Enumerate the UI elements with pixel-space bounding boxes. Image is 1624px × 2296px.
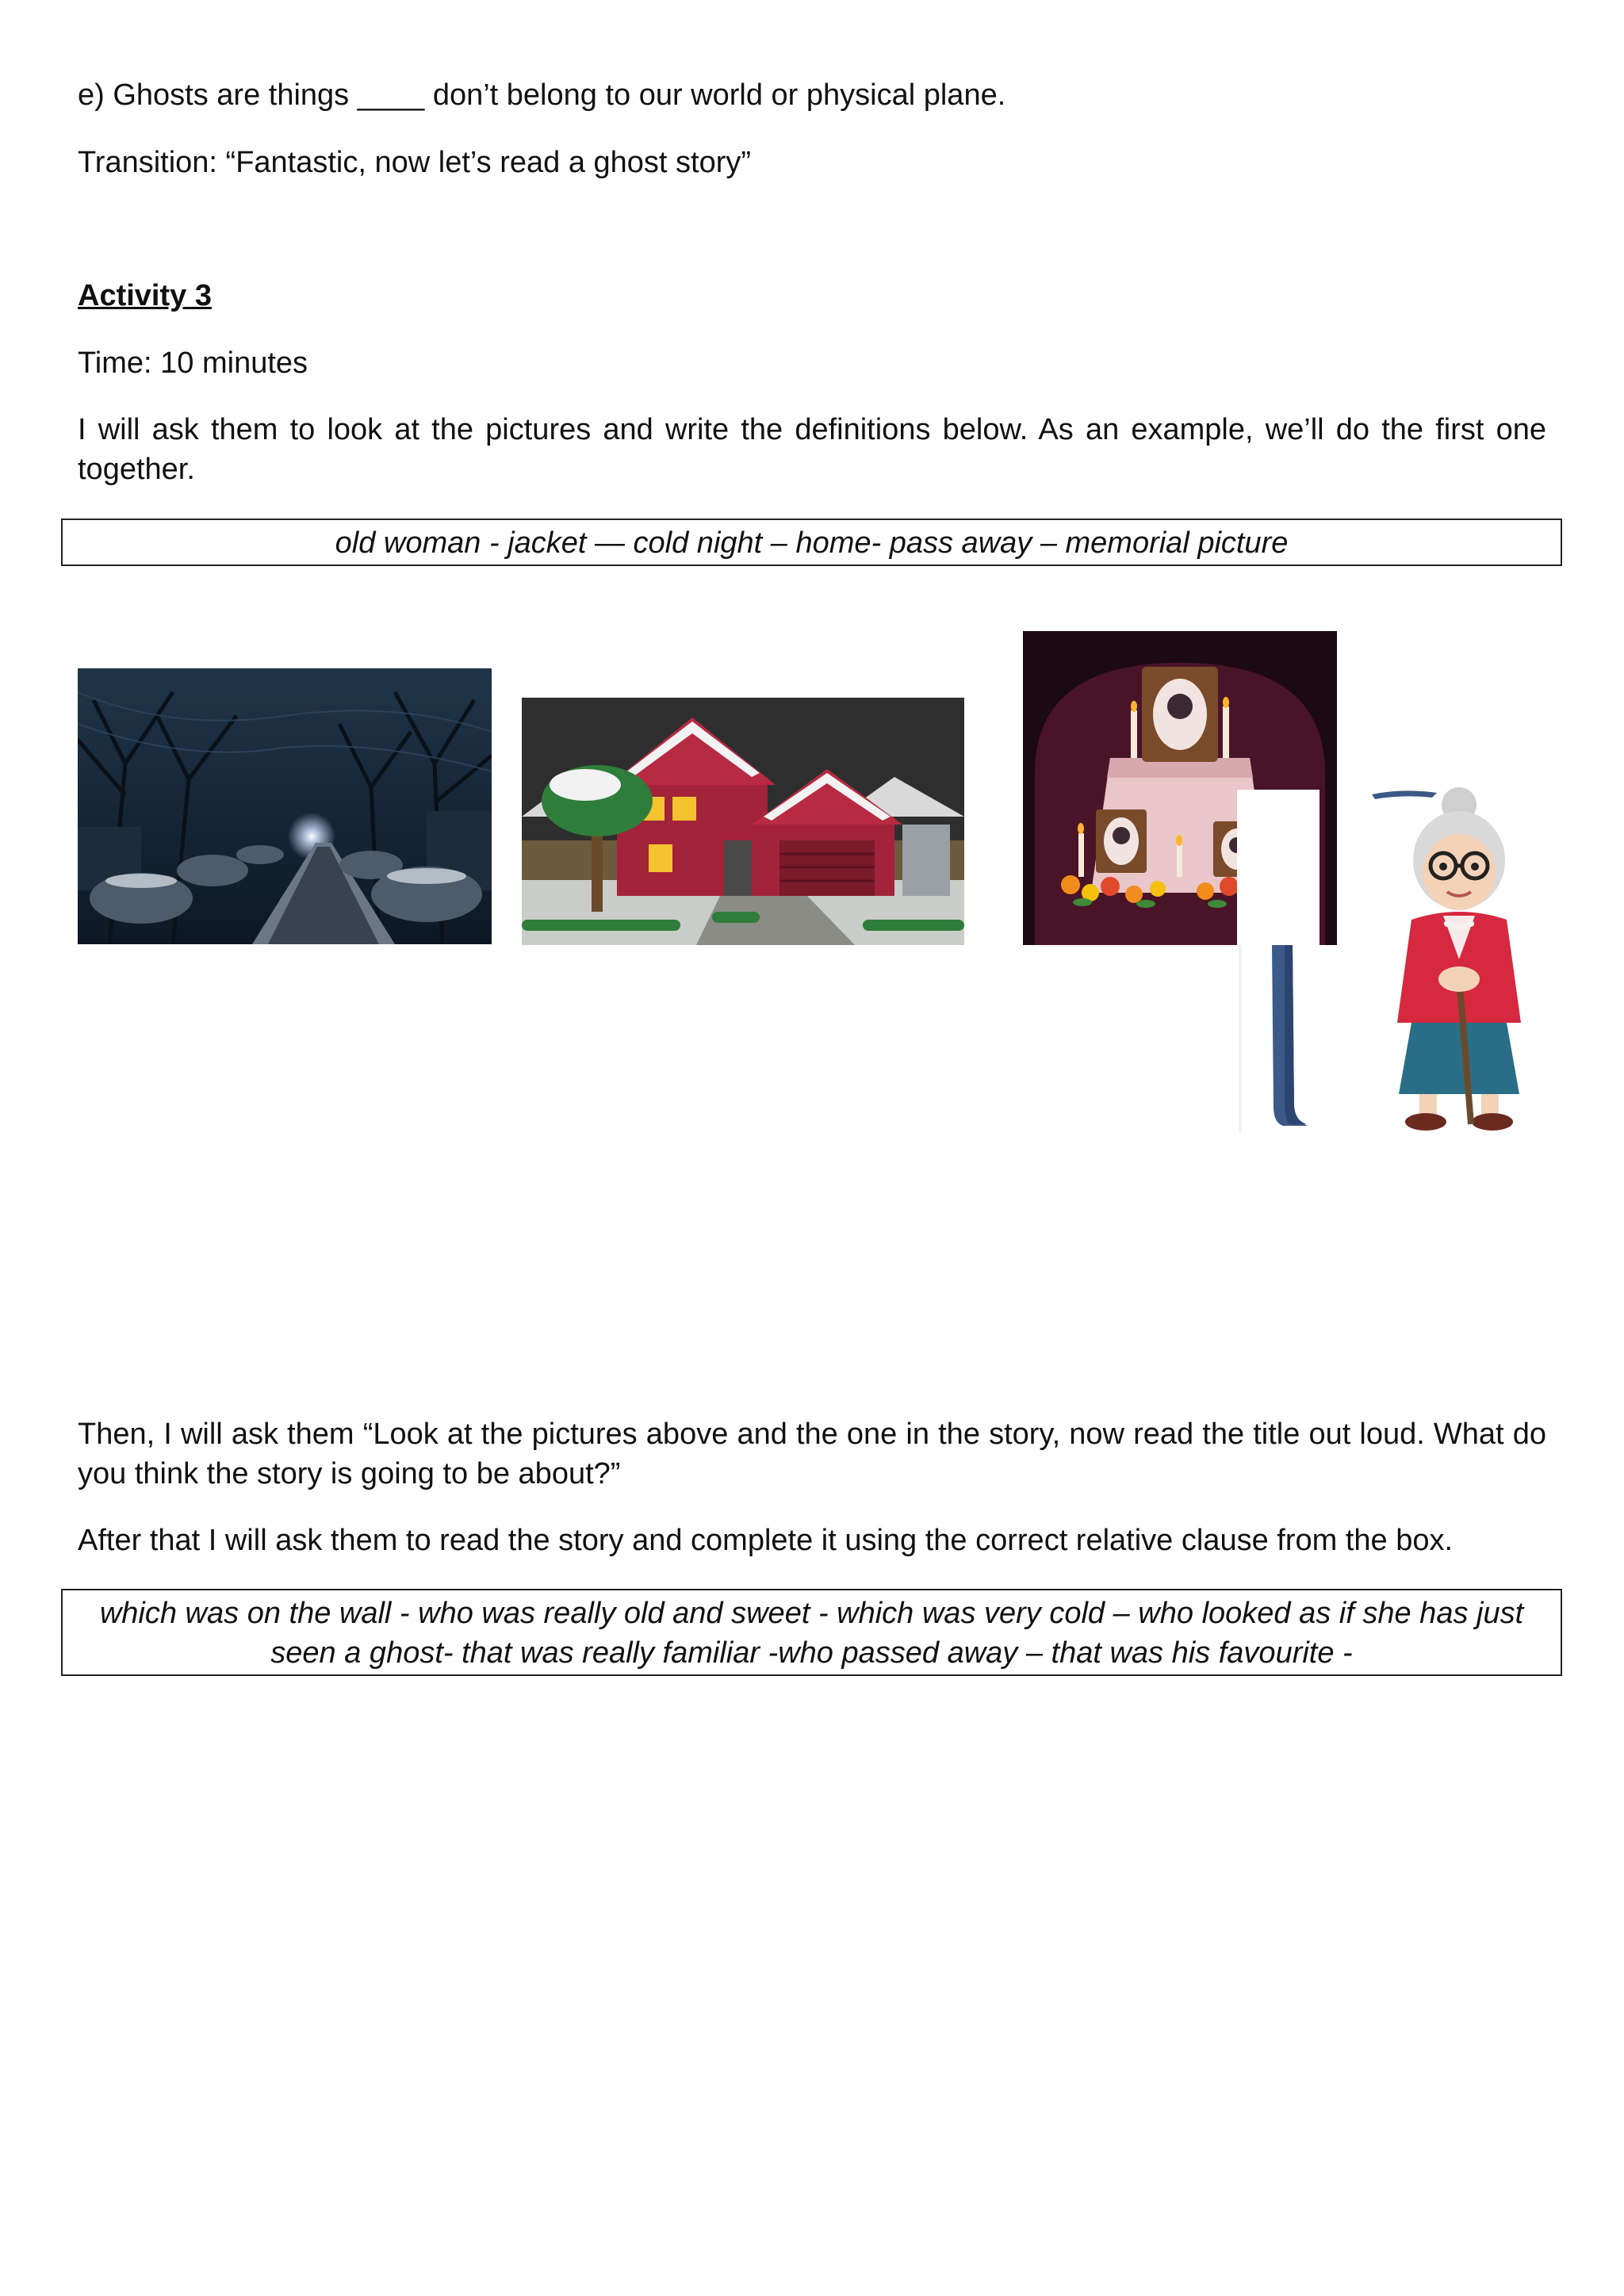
- old-woman-cartoon: [1364, 785, 1624, 1140]
- activity-heading: Activity 3: [78, 279, 212, 312]
- cold-night-street-photo: [78, 668, 492, 944]
- transition-text: Transition: “Fantastic, now let’s read a ghost story”: [78, 146, 752, 179]
- instruction-pictures: I will ask them to look at the pictures and write the definitions below. As an example, we’ll do the first one together.: [78, 413, 1546, 486]
- instruction-story-prediction: Then, I will ask them “Look at the pictures above and the one in the story, now read the title out loud. What do you think the story is going to be about?”: [78, 1418, 1546, 1490]
- instruction-relative-clauses: After that I will ask them to read the story and complete it using the correct relative clause from the box.: [78, 1524, 1454, 1557]
- time-text: Time: 10 minutes: [78, 346, 308, 380]
- vocabulary-word-box: old woman - jacket — cold night – home- pass away – memorial picture: [61, 519, 1562, 566]
- relative-clause-box: which was on the wall - who was really old and sweet - which was very cold – who looked as if she has just seen a ghost- that was really familiar -who passed away – that was his favourite -: [61, 1589, 1562, 1676]
- jacket-illustration: [1237, 790, 1320, 1132]
- red-house-snow-illustration: [522, 698, 964, 945]
- exercise-line-e: e) Ghosts are things ____ don’t belong to our world or physical plane.: [78, 78, 1006, 112]
